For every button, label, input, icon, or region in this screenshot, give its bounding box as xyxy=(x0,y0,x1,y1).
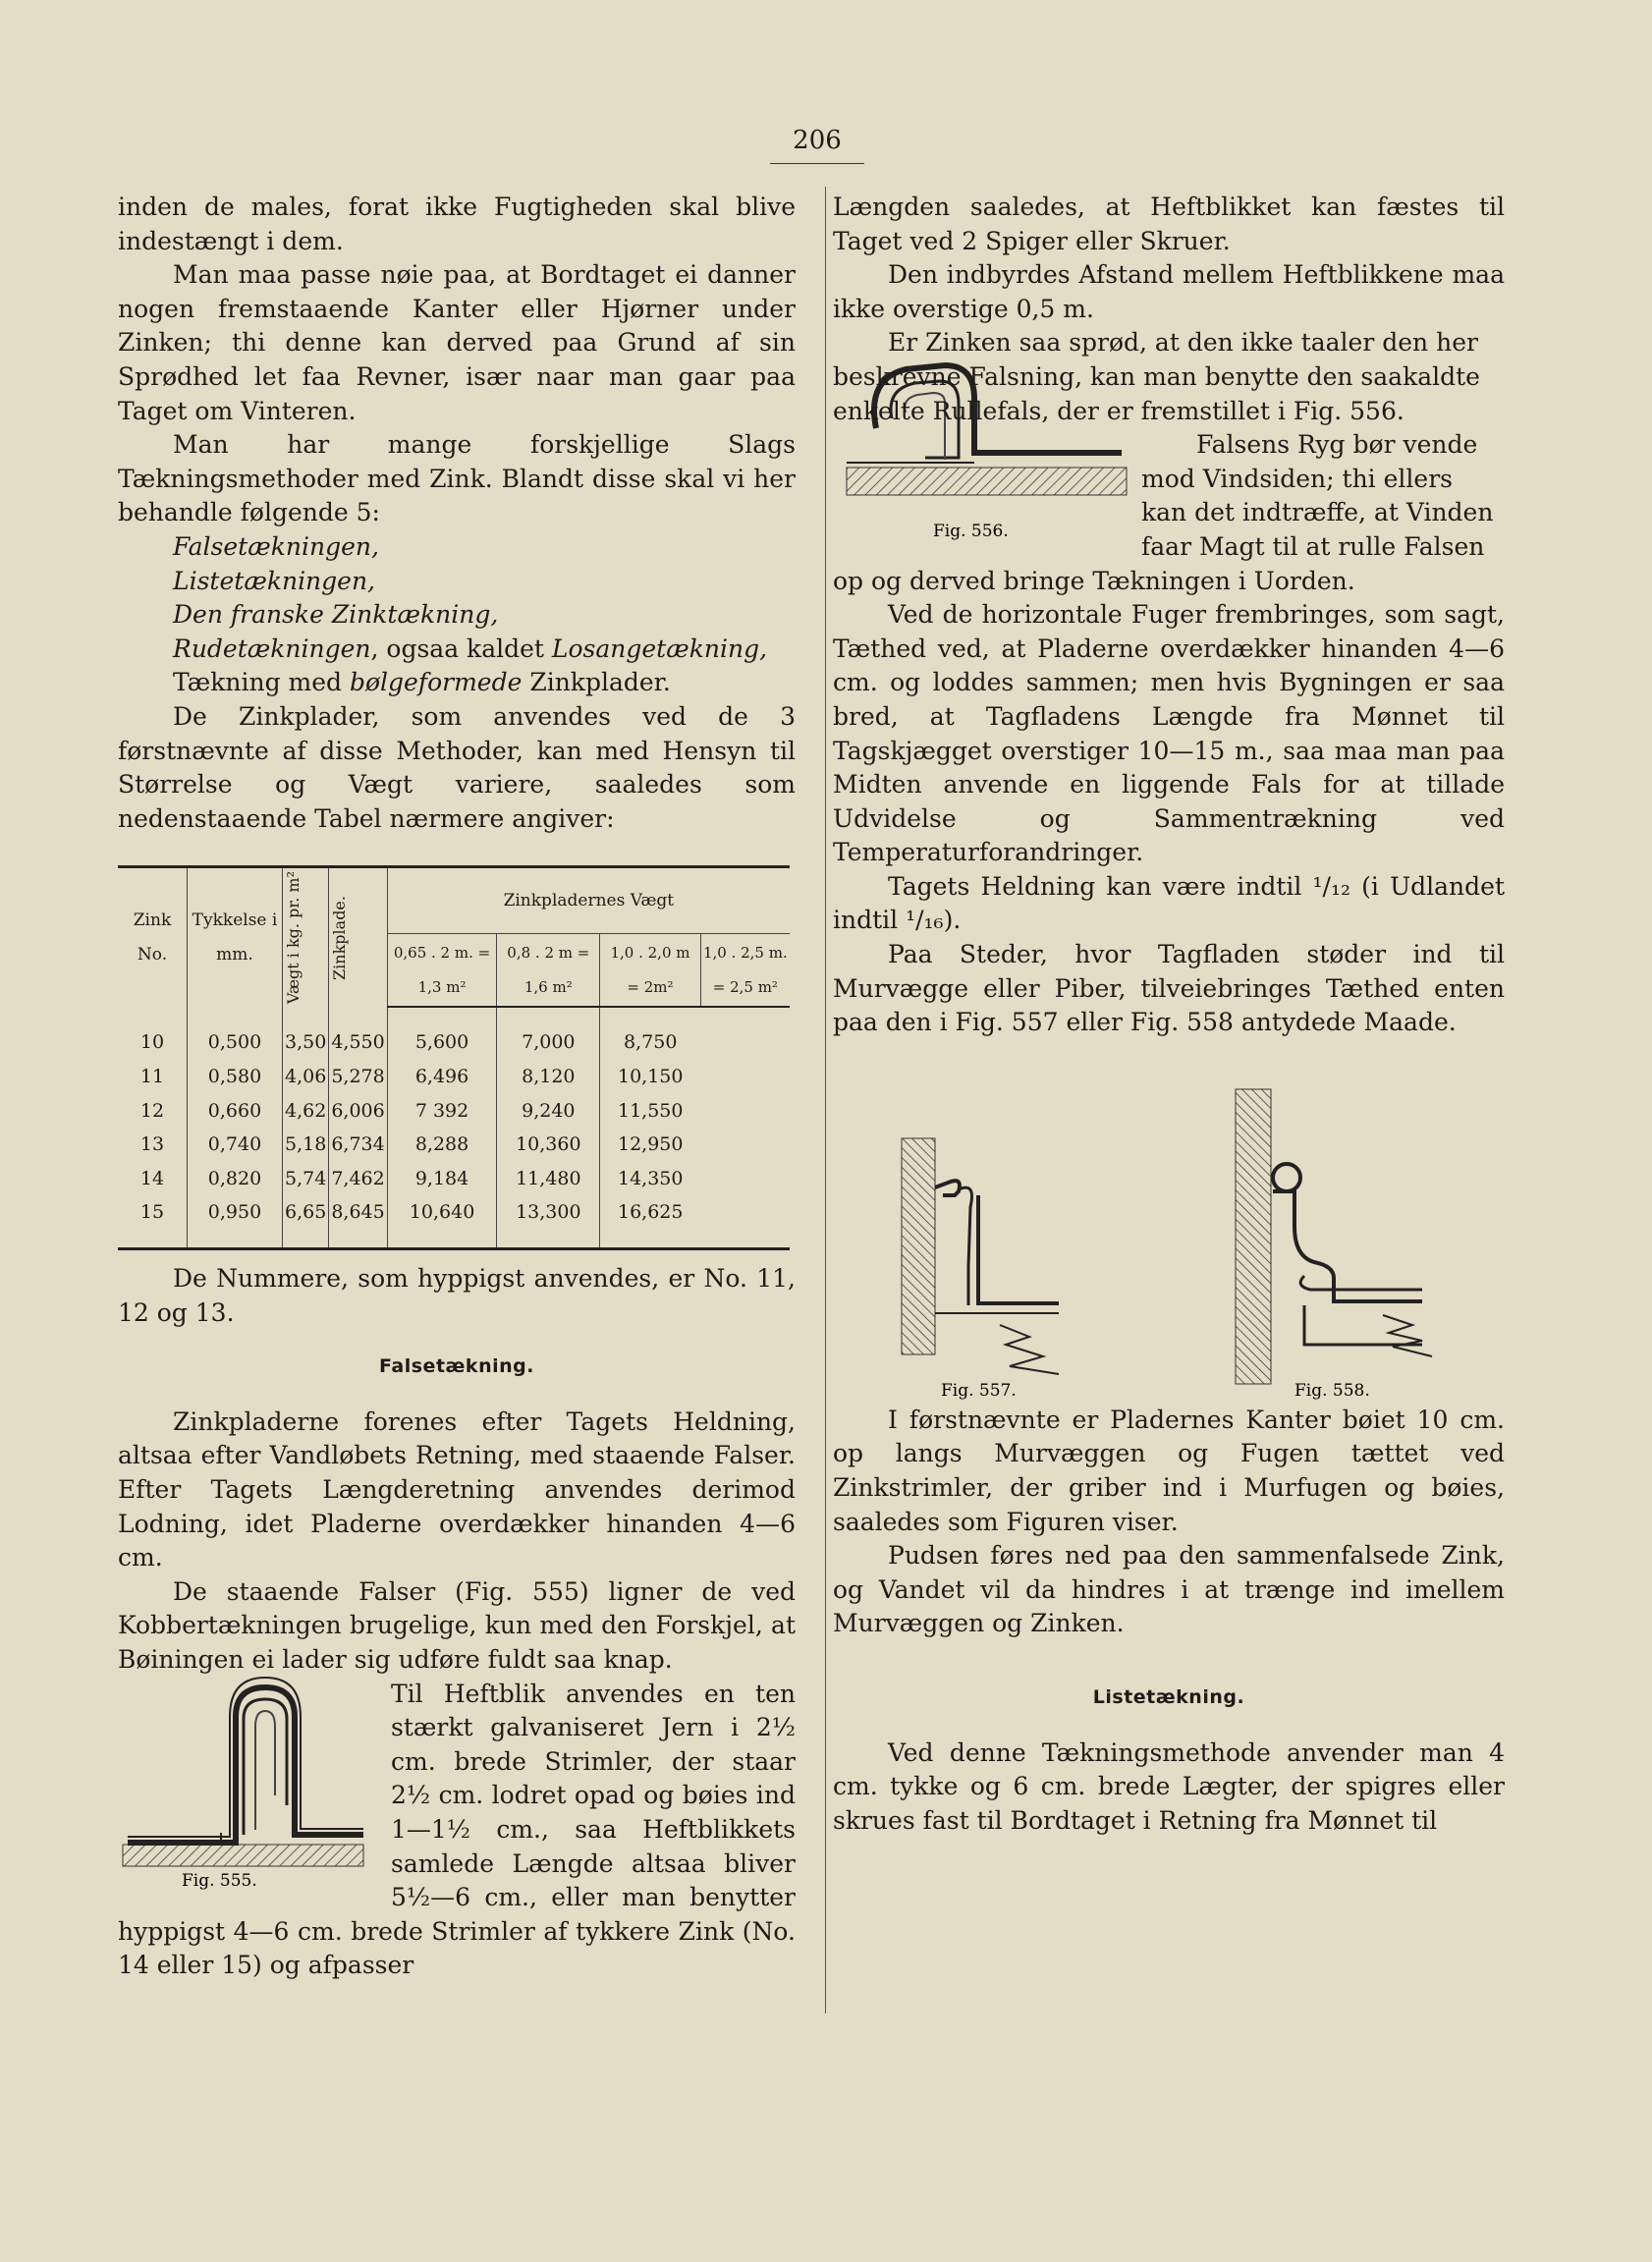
method-item-4: Rudetækningen, ogsaa kaldet Losangetækning, xyxy=(173,634,768,663)
table-cell: 7 392 xyxy=(387,1094,497,1129)
left-paragraph-3: Man har mange forskjellige Slags Tækningsmethoder med Zink. Blandt disse skal vi her behandle følgende 5: xyxy=(118,430,796,527)
table-cell: 10,150 xyxy=(617,1066,684,1088)
page-number-rule xyxy=(770,163,864,164)
size-col-3: 1,0 . 2,0 m = 2m² xyxy=(600,934,700,1008)
table-cell: 6,734 xyxy=(329,1128,387,1162)
table-cell: 5,74 xyxy=(283,1162,329,1196)
right-paragraph-2: Den indbyrdes Afstand mellem Heftblikkene maa ikke overstige 0,5 m. xyxy=(833,260,1505,323)
left-paragraph-8: Til Heftblik anvendes en ten stærkt galvaniseret Jern i 2½ cm. brede Strimler, der staar 2½ cm. lodret opad og bøies ind 1—1½ cm., saa Heftblikkets samlede Længde altsaa bliver 5½—6 cm., eller man benytter hyppigst 4—6 cm. brede Strimler af tykkere Zink (No. 14 eller 15) og afpasser xyxy=(118,1679,796,1980)
size-col-2: 0,8 . 2 m = 1,6 m² xyxy=(497,934,600,1008)
left-paragraph-5: De Nummere, som hyppigst anvendes, er No. 11, 12 og 13. xyxy=(118,1264,796,1327)
table-cell: 4,06 xyxy=(283,1060,329,1094)
table-cell: 9,240 xyxy=(497,1094,600,1129)
right-paragraph-5: Tagets Heldning kan være indtil ¹/₁₂ (i Udlandet indtil ¹/₁₆). xyxy=(833,871,1505,935)
right-paragraph-8: Pudsen føres ned paa den sammenfalsede Zink, og Vandet vil da hindres i at trænge ind imellem Murvæggen og Zinken. xyxy=(833,1541,1505,1638)
table-cell: 6,006 xyxy=(329,1094,387,1129)
table-cell: 10,640 xyxy=(387,1195,497,1247)
table-row xyxy=(118,1060,790,1094)
table-cell: 8,645 xyxy=(329,1195,387,1247)
method-item-1: Falsetækningen, xyxy=(173,531,379,561)
right-paragraph-6: Paa Steder, hvor Tagfladen støder ind til Murvægge eller Piber, tilveiebringes Tæthed enten paa den i Fig. 557 eller Fig. 558 antydede Maade. xyxy=(833,940,1505,1037)
table-cell: 4,550 xyxy=(329,1007,387,1060)
table-cell: 8,750 xyxy=(624,1031,678,1054)
table-cell: 7,000 xyxy=(497,1007,600,1060)
size-col-1: 0,65 . 2 m. = 1,3 m² xyxy=(387,934,497,1008)
page-number: 206 xyxy=(793,126,842,155)
zinc-weight-table xyxy=(118,865,790,1247)
table-cell: 8,288 xyxy=(387,1128,497,1162)
heading-listetaekning: Listetækning. xyxy=(1092,1686,1245,1708)
method-item-5: Tækning med bølgeformede Zinkplader. xyxy=(173,668,671,697)
table-cell: 13,300 xyxy=(497,1195,600,1247)
col-tykkelse: Tykkelse i mm. xyxy=(188,867,283,1008)
table-row xyxy=(118,1007,790,1060)
table-cell: 4,62 xyxy=(283,1094,329,1129)
left-paragraph-6: Zinkpladerne forenes efter Tagets Heldning, altsaa efter Vandløbets Retning, med staaende Falser. Efter Tagets Længderetning anvendes derimod Lodning, idet Pladerne overdækker hinanden 4—6 cm. xyxy=(118,1407,796,1572)
figure-555 xyxy=(108,1648,375,1894)
col-group-header: Zinkpladernes Vægt xyxy=(387,867,790,934)
table-cell: 6,496 xyxy=(387,1060,497,1094)
table-cell: 6,65 xyxy=(283,1195,329,1247)
right-column xyxy=(833,191,1505,1838)
table-row xyxy=(118,1162,790,1196)
fig555-caption: Fig. 555. xyxy=(182,1870,257,1891)
table-cell: 5,278 xyxy=(329,1060,387,1094)
table-cell: 12,950 xyxy=(617,1133,684,1156)
col-zink: Zink No. xyxy=(118,867,188,1008)
fig557-558-drawing xyxy=(833,1079,1505,1404)
left-paragraph-7: De staaende Falser (Fig. 555) ligner de ved Kobbertækningen brugelige, kun med den Forskjel, at Bøiningen ei lader sig udføre fuldt saa knap. xyxy=(118,1576,796,1674)
table-cell: 16,625 xyxy=(617,1201,684,1224)
table-cell: 7,462 xyxy=(329,1162,387,1196)
table-cell: 0,580 xyxy=(188,1060,283,1094)
left-paragraph-1: inden de males, forat ikke Fugtigheden skal blive indestængt i dem. xyxy=(118,193,796,255)
table-cell: 11,480 xyxy=(497,1162,600,1196)
left-paragraph-4: De Zinkplader, som anvendes ved de 3 førstnævnte af disse Methoder, kan med Hensyn til Størrelse og Vægt variere, saaledes som nedenstaaende Tabel nærmere angiver: xyxy=(118,701,796,833)
table-row xyxy=(118,1094,790,1129)
table-cell: 0,820 xyxy=(188,1162,283,1196)
table-cell: 0,950 xyxy=(188,1195,283,1247)
right-paragraph-9: Ved denne Tækningsmethode anvender man 4 cm. tykke og 6 cm. brede Lægter, der spigres eller skrues fast til Bordtaget i Retning fra Mønnet til xyxy=(833,1738,1505,1835)
left-column xyxy=(118,191,796,1983)
figures-557-558 xyxy=(833,1079,1505,1404)
fig558-caption: Fig. 558. xyxy=(1294,1380,1370,1401)
right-paragraph-1: Længden saaledes, at Heftblikket kan fæstes til Taget ved 2 Spiger eller Skruer. xyxy=(833,193,1505,255)
table-cell: 10 xyxy=(118,1007,188,1060)
right-paragraph-3b: Falsens Ryg bør vende mod Vindsiden; thi ellers kan det indtræffe, at Vinden faar Magt til at rulle Falsen op og derved bringe Tækningen i Uorden. xyxy=(833,430,1494,595)
table-cell: 11 xyxy=(118,1060,188,1094)
size-col-4: 1,0 . 2,5 m. = 2,5 m² xyxy=(700,934,790,1008)
method-item-2: Listetækningen, xyxy=(173,566,376,595)
table-cell: 5,600 xyxy=(387,1007,497,1060)
table-cell: 10,360 xyxy=(497,1128,600,1162)
right-paragraph-3a: Er Zinken saa sprød, at den ikke taaler den her beskrevne Falsning, kan man benytte den saakaldte enkelte Rullefals, der er fremstillet i Fig. 556. xyxy=(833,328,1480,425)
table-cell: 3,50 xyxy=(283,1007,329,1060)
col-zinkplade: Zinkplade. xyxy=(329,867,387,1008)
table-cell: 11,550 xyxy=(617,1099,684,1122)
left-paragraph-2: Man maa passe nøie paa, at Bordtaget ei danner nogen fremstaaende Kanter eller Hjørner under Zinken; thi denne kan derved paa Grund af sin Sprødhed let faa Revner, især naar man gaar paa Taget om Vinteren. xyxy=(118,260,796,425)
table-cell: 0,740 xyxy=(188,1128,283,1162)
table-cell: 15 xyxy=(118,1195,188,1247)
table-cell: 0,660 xyxy=(188,1094,283,1129)
fig555-drawing xyxy=(108,1648,375,1894)
col-vaegt: Vægt i kg. pr. m² xyxy=(283,867,329,1008)
heading-falsetaekning: Falsetækning. xyxy=(379,1355,534,1378)
fig556-caption: Fig. 556. xyxy=(933,522,1009,542)
method-item-3: Den franske Zinktækning, xyxy=(173,600,499,630)
table-cell: 9,184 xyxy=(387,1162,497,1196)
table-row xyxy=(118,1128,790,1162)
table-cell: 14 xyxy=(118,1162,188,1196)
table-cell: 8,120 xyxy=(497,1060,600,1094)
table-cell: 5,18 xyxy=(283,1128,329,1162)
table-bottom-rule xyxy=(118,1247,790,1250)
fig557-caption: Fig. 557. xyxy=(941,1380,1017,1401)
table-cell: 13 xyxy=(118,1128,188,1162)
table-cell: 0,500 xyxy=(188,1007,283,1060)
column-divider xyxy=(825,187,826,2014)
table-cell: 14,350 xyxy=(617,1167,684,1189)
right-paragraph-4: Ved de horizontale Fuger frembringes, som sagt, Tæthed ved, at Pladerne overdækker hinanden 4—6 cm. og loddes sammen; men hvis Bygningen er saa bred, at Tagfladens Længde fra Mønnet til Tagskjægget overstiger 10—15 m., saa maa man paa Midten anvende en liggende Fals for at tillade Udvidelse og Sammentrækning ved Temperaturforandringer. xyxy=(833,600,1505,867)
table-cell: 12 xyxy=(118,1094,188,1129)
right-paragraph-7: I førstnævnte er Pladernes Kanter bøiet 10 cm. op langs Murvæggen og Fugen tættet ved Zinkstrimler, der griber ind i Murfugen og bøies, saaledes som Figuren viser. xyxy=(833,1405,1505,1536)
table-row xyxy=(118,1195,790,1247)
